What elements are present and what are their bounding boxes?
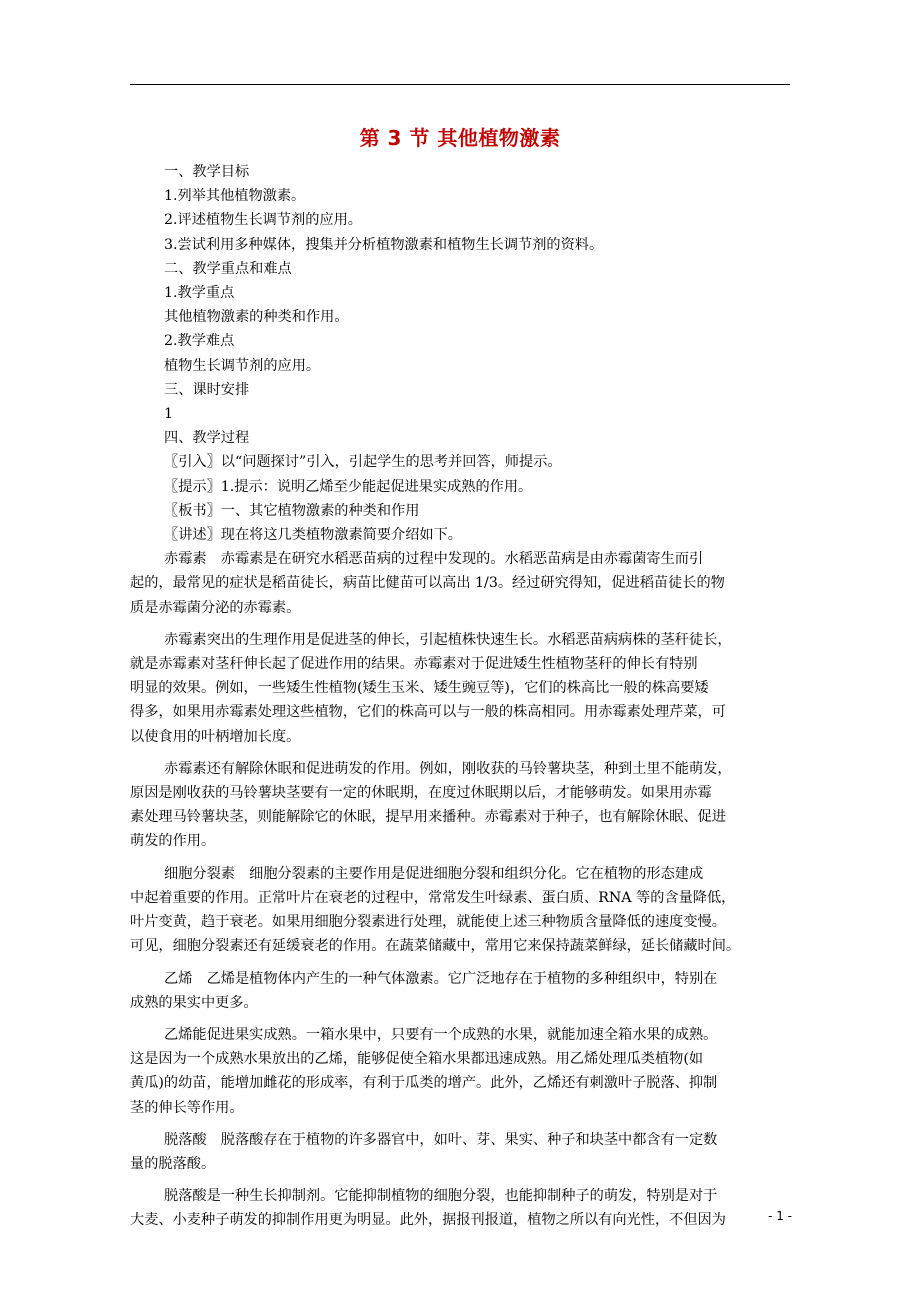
page-number: - 1 -: [768, 1209, 792, 1223]
outline-line: 〖引入〗以“问题探讨”引入，引起学生的思考并回答，师提示。: [164, 454, 562, 471]
paragraph-line: 成熟的果实中更多。: [130, 994, 258, 1011]
paragraph-line: 明显的效果。例如，一些矮生性植物(矮生玉米、矮生豌豆等)，它们的株高比一般的株高要矮: [130, 680, 709, 697]
outline-line: 1.列举其他植物激素。: [164, 188, 306, 205]
outline-line: 1.教学重点: [164, 285, 235, 302]
paragraph-abscisic-acid-effect: [130, 1184, 790, 1232]
paragraph-line: 量的脱落酸。: [130, 1155, 216, 1172]
paragraph-line: 以使食用的叶柄增加长度。: [130, 728, 301, 745]
paragraph-line: 脱落酸 脱落酸存在于植物的许多器官中，如叶、芽、果实、种子和块茎中都含有一定数: [164, 1131, 718, 1148]
outline-line: 〖提示〗1.提示：说明乙烯至少能起促进果实成熟的作用。: [164, 478, 533, 495]
paragraph-cytokinin: [130, 862, 790, 959]
paragraph-line: 素处理马铃薯块茎，则能解除它的休眠，提早用来播种。赤霉素对于种子，也有解除休眠、促进: [130, 809, 726, 826]
paragraph-line: 可见，细胞分裂素还有延缓衰老的作用。在蔬菜储藏中，常用它来保持蔬菜鲜绿，延长储藏时间。: [130, 938, 741, 955]
outline-line: 植物生长调节剂的应用。: [164, 357, 321, 374]
paragraph-ethylene-effect: [130, 1023, 790, 1120]
paragraph-line: 赤霉素突出的生理作用是促进茎的伸长，引起植株快速生长。水稻恶苗病病株的茎秆徒长，: [164, 631, 732, 648]
paragraph-line: 质是赤霉菌分泌的赤霉素。: [130, 599, 301, 616]
paragraph-gibberellin-dormancy: [130, 757, 790, 854]
header-rule: [130, 84, 790, 85]
outline-line: 二、教学重点和难点: [164, 260, 292, 277]
paragraph-line: 细胞分裂素 细胞分裂素的主要作用是促进细胞分裂和组织分化。它在植物的形态建成: [164, 865, 704, 882]
outline-line: 2.评述植物生长调节剂的应用。: [164, 212, 362, 229]
paragraph-line: 就是赤霉素对茎秆伸长起了促进作用的结果。赤霉素对于促进矮生性植物茎秆的伸长有特别: [130, 656, 698, 673]
paragraph-line: 乙烯 乙烯是植物体内产生的一种气体激素。它广泛地存在于植物的多种组织中，特别在: [164, 970, 718, 987]
paragraph-line: 中起着重要的作用。正常叶片在衰老的过程中，常常发生叶绿素、蛋白质、RNA 等的含量降低，: [130, 889, 736, 906]
paragraph-line: 原因是刚收获的马铃薯块茎要有一定的休眠期，在度过休眠期以后，才能够萌发。如果用赤霉: [130, 785, 712, 802]
outline-line: 3.尝试利用多种媒体，搜集并分析植物激素和植物生长调节剂的资料。: [164, 236, 604, 253]
outline-line: 三、课时安排: [164, 381, 250, 398]
outline-section: [164, 160, 790, 547]
paragraph-line: 脱落酸是一种生长抑制剂。它能抑制植物的细胞分裂，也能抑制种子的萌发，特别是对于: [164, 1188, 718, 1205]
outline-line: 1: [164, 406, 174, 423]
paragraph-abscisic-acid-intro: [130, 1128, 790, 1176]
paragraph-gibberellin-intro: [130, 547, 790, 620]
document-body: [130, 160, 790, 1233]
paragraph-line: 赤霉素 赤霉素是在研究水稻恶苗病的过程中发现的。水稻恶苗病是由赤霉菌寄生而引: [164, 551, 704, 568]
outline-line: 其他植物激素的种类和作用。: [164, 309, 349, 326]
page-title: 第 3 节 其他植物激素: [359, 126, 561, 150]
paragraph-line: 茎的伸长等作用。: [130, 1099, 244, 1116]
body-paragraphs: [130, 547, 790, 1232]
outline-line: 2.教学难点: [164, 333, 235, 350]
paragraph-line: 乙烯能促进果实成熟。一箱水果中，只要有一个成熟的水果，就能加速全箱水果的成熟。: [164, 1026, 718, 1043]
outline-line: 四、教学过程: [164, 430, 250, 447]
paragraph-gibberellin-effect: [130, 628, 790, 749]
paragraph-line: 起的，最常见的症状是稻苗徒长，病苗比健苗可以高出 1/3。经过研究得知，促进稻苗徒长的物: [130, 575, 725, 592]
outline-line: 〖板书〗一、其它植物激素的种类和作用: [164, 502, 420, 519]
paragraph-line: 大麦、小麦种子萌发的抑制作用更为明显。此外，据报刊报道，植物之所以有向光性，不但因为: [130, 1212, 726, 1229]
outline-line: 一、教学目标: [164, 164, 250, 180]
paragraph-line: 这是因为一个成熟水果放出的乙烯，能够促使全箱水果都迅速成熟。用乙烯处理瓜类植物(如: [130, 1051, 704, 1068]
paragraph-line: 得多，如果用赤霉素处理这些植物，它们的株高可以与一般的株高相同。用赤霉素处理芹菜，可: [130, 704, 726, 721]
paragraph-line: 叶片变黄，趋于衰老。如果用细胞分裂素进行处理，就能使上述三种物质含量降低的速度变慢。: [130, 914, 726, 931]
outline-line: 〖讲述〗现在将这几类植物激素简要介绍如下。: [164, 527, 462, 544]
paragraph-line: 黄瓜)的幼苗，能增加雌花的形成率，有利于瓜类的增产。此外，乙烯还有刺激叶子脱落、抑制: [130, 1075, 718, 1092]
paragraph-line: 赤霉素还有解除休眠和促进萌发的作用。例如，刚收获的马铃薯块茎，种到土里不能萌发，: [164, 760, 732, 777]
paragraph-ethylene-intro: [130, 967, 790, 1015]
paragraph-line: 萌发的作用。: [130, 833, 216, 850]
